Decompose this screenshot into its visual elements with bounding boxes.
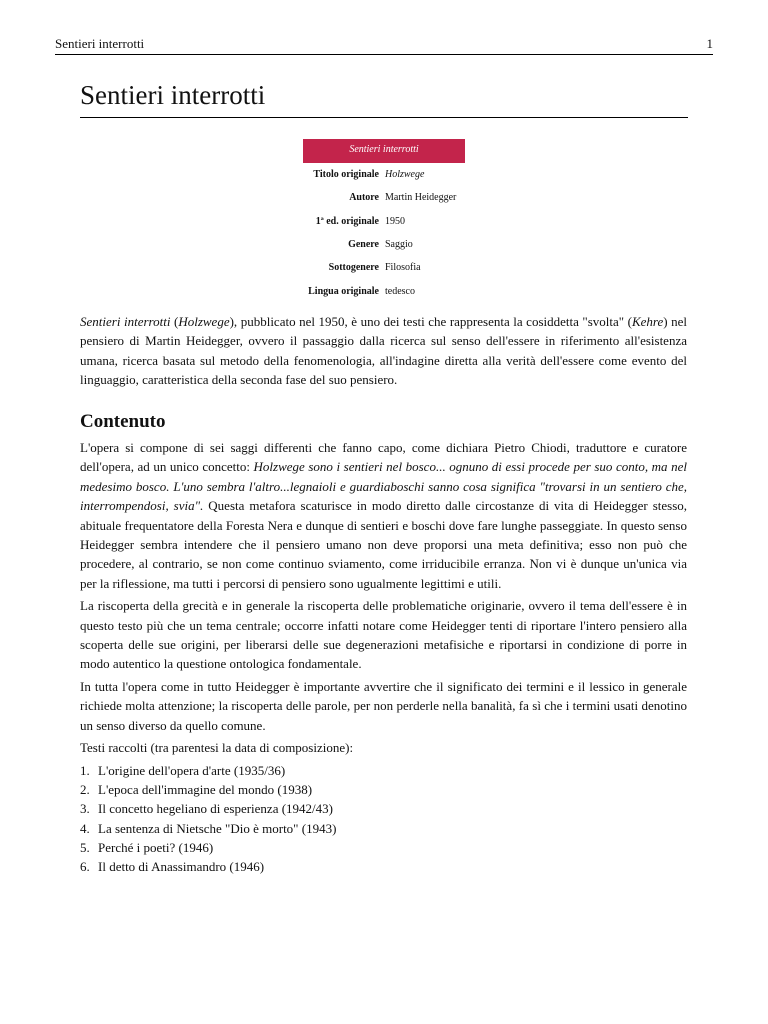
- infobox-key: Sottogenere: [328, 262, 379, 274]
- list-item: [80, 857, 687, 876]
- infobox-key: Lingua originale: [308, 285, 379, 297]
- list-number: 4.: [80, 820, 90, 836]
- infobox-value: 1950: [385, 215, 405, 227]
- article-title: Sentieri interrotti: [80, 78, 688, 118]
- infobox-row-author: [303, 186, 465, 209]
- page-number: 1: [706, 36, 713, 51]
- infobox-value: Saggio: [385, 239, 413, 251]
- infobox-value: Holzwege: [385, 169, 425, 181]
- list-number: 5.: [80, 840, 90, 856]
- intro-title-italic: Sentieri interrotti: [80, 314, 171, 329]
- infobox-row-subgenre: [303, 256, 465, 279]
- infobox-value: tedesco: [385, 285, 415, 297]
- infobox-title: Sentieri interrotti: [303, 139, 465, 163]
- infobox-row-first-edition: [303, 210, 465, 233]
- infobox-value: Martin Heidegger: [385, 192, 457, 204]
- list-item: [80, 780, 687, 799]
- infobox-value: Filosofia: [385, 262, 421, 274]
- list-text: La sentenza di Nietsche "Dio è morto" (1943): [98, 820, 337, 836]
- quote: Holzwege sono i sentieri nel bosco... ognuno di essi procede per suo conto, ma nel medesimo bosco. L'uno sembra l'altro...legnaioli e guardiaboschi sanno cosa significa "trovarsi in un sentiero che, interrompendosi, svia".: [80, 459, 687, 514]
- infobox-row-language: [303, 279, 465, 302]
- infobox-key: Autore: [349, 192, 379, 204]
- infobox-key: Genere: [348, 239, 379, 251]
- list-item: [80, 761, 687, 780]
- paragraph: [80, 438, 687, 593]
- running-title: Sentieri interrotti: [55, 36, 145, 51]
- list-number: 6.: [80, 859, 90, 875]
- list-intro: Testi raccolti (tra parentesi la data di composizione):: [80, 740, 354, 756]
- works-list: [80, 761, 687, 877]
- section-heading-contenuto: Contenuto: [80, 411, 166, 432]
- infobox-row-original-title: [303, 163, 465, 186]
- list-text: Il detto di Anassimandro (1946): [98, 859, 265, 875]
- paragraph-text: L'opera si compone di sei saggi differenti che fanno capo, come dichiara Pietro Chiodi, traduttore e curatore dell'opera, ad un unico concetto:: [80, 440, 687, 475]
- list-item: [80, 799, 687, 818]
- list-item: [80, 819, 687, 838]
- intro-paragraph: [80, 312, 687, 390]
- list-item: [80, 838, 687, 857]
- paragraph: La riscoperta della grecità e in generale la riscoperta delle problematiche originarie, ovvero il tema dell'essere è in questo testo più che un tema centrale; occorre infatti notare come Heidegger tenti di riportare l'intero pensiero alla scoperta delle sue origini, per liberarsi delle sue degenerazioni metafisiche e riportarsi in condizione di porre in modo autentico la questione ontologica fondamentale.: [80, 598, 687, 672]
- list-number: 2.: [80, 781, 90, 797]
- infobox-row-genre: [303, 233, 465, 256]
- running-header: [55, 36, 713, 55]
- paragraph: In tutta l'opera come in tutto Heidegger è importante avvertire che il significato dei termini e il lessico in generale richiede molta attenzione; la riscoperta delle parole, per non perderle nella banalità, fa sì che i termini usati denotino un senso diverso da quello comune.: [80, 678, 687, 733]
- intro-original-title: Holzwege: [178, 314, 230, 329]
- intro-text: (: [170, 314, 179, 329]
- list-text: L'origine dell'opera d'arte (1935/36): [98, 762, 286, 778]
- list-number: 3.: [80, 801, 90, 817]
- list-text: Perché i poeti? (1946): [98, 840, 214, 856]
- paragraph-text: Questa metafora scaturisce in modo diretto dalle circostanze di vita di Heidegger stesso, abituale frequentatore della Foresta Nera e dunque di sentieri e boschi dove fare lunghe passeggiate. In questo senso Heidegger sembra intendere che il pensiero umano non deve proporsi una meta definitiva; esso non può che procedere, al contrario, se non come continuo sviamento, come irriducibile erranza. Non vi è dunque un'unica via per la riflessione, ma tutti i percorsi di pensiero sono ugualmente legittimi e utili.: [80, 498, 687, 591]
- infobox-key: Titolo originale: [313, 169, 379, 181]
- list-text: L'epoca dell'immagine del mondo (1938): [98, 781, 313, 797]
- intro-kehre: Kehre: [631, 314, 664, 329]
- infobox: [303, 139, 465, 303]
- intro-text: ) nel pensiero di Martin Heidegger, ovvero il passaggio dalla ricerca sul senso dell'essere in riferimento all'esistenza umana, ricerca basata sul metodo della fenomenologia, all'indagine diretta alla verità dell'essere come evento del linguaggio, caratteristica della seconda fase del suo pensiero.: [80, 314, 687, 388]
- intro-text: ), pubblicato nel 1950, è uno dei testi che rappresenta la cosiddetta "svolta" (: [229, 314, 632, 329]
- infobox-key: 1ª ed. originale: [315, 215, 379, 227]
- list-text: Il concetto hegeliano di esperienza (1942/43): [98, 801, 333, 817]
- section-contenuto: [80, 438, 687, 877]
- list-number: 1.: [80, 762, 90, 778]
